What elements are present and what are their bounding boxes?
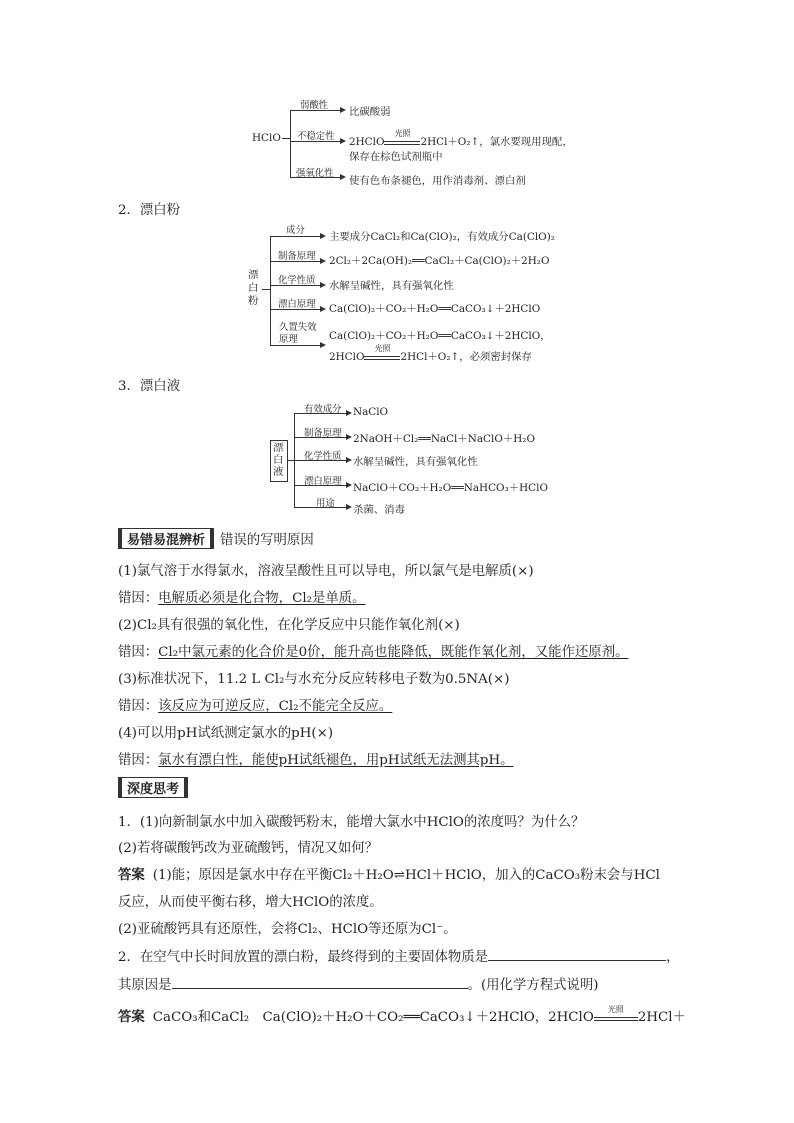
question-line: 1．(1)向新制氯水中加入碳酸钙粉末，能增大氯水中HClO的浓度吗？为什么？	[118, 815, 585, 830]
tree-branch-text: 水解呈碱性，具有强氧化性	[329, 280, 454, 292]
hclo-branch-text: 2HClO 光照 2HCl＋O₂↑，氯水要现用现配，	[349, 129, 573, 148]
yicuo-reason-line: 错因：氯水有漂白性，能使pH试纸褪色，用pH试纸无法测其pH。	[118, 753, 514, 768]
section-heading: 3．漂白液	[118, 379, 181, 394]
tree-branch-text: 水解呈碱性，具有强氧化性	[353, 456, 478, 468]
tree-branch-label: 用途	[316, 498, 335, 509]
tree-branch-label: 制备原理	[304, 428, 342, 439]
tree-branch-text: 2HClO 光照 2HCl＋O₂↑，必须密封保存	[329, 344, 532, 363]
answer-line: 答案 (1)能；原因是氯水中存在平衡Cl₂＋H₂O⇌HCl＋HClO，加入的CaCO₃粉末会与HCl	[118, 868, 660, 883]
tree-branch-text: NaClO＋CO₂＋H₂O══NaHCO₃＋HClO	[353, 482, 548, 494]
hclo-root: HClO	[252, 132, 281, 144]
hclo-branch-label: 不稳定性	[297, 131, 335, 142]
tree-branch-label: 化学性质	[278, 275, 316, 286]
hclo-branch-label: 弱酸性	[300, 100, 329, 111]
answer-line: 反应，从而使平衡右移，增大HClO的浓度。	[118, 895, 383, 910]
yicuo-question: (4)可以用pH试纸测定氯水的pH(×)	[118, 726, 334, 741]
tree-branch-text: 杀菌、消毒	[353, 504, 405, 516]
shendu-tag: 深度思考	[118, 777, 188, 798]
section-heading: 2．漂白粉	[118, 203, 181, 218]
yicuo-question: (3)标准状况下，11.2 L Cl₂与水充分反应转移电子数为0.5NA(×)	[118, 672, 510, 687]
yicuo-question: (1)氯气溶于水得氯水，溶液呈酸性且可以导电，所以氯气是电解质(×)	[118, 564, 534, 579]
hclo-branch-text: 比碳酸弱	[349, 106, 391, 118]
tree-branch-label: 漂白原理	[278, 299, 316, 310]
tree-branch-label: 漂白原理	[304, 476, 342, 487]
yicuo-tag: 易错易混辨析	[118, 528, 214, 549]
question-line: 其原因是 。(用化学方程式说明)	[118, 978, 599, 993]
yicuo-question: (2)Cl₂具有很强的氧化性，在化学反应中只能作氧化剂(×)	[118, 618, 460, 633]
tree-root: 漂白液	[273, 442, 284, 478]
yicuo-subtitle: 错误的写明原因	[220, 533, 314, 548]
yicuo-reason-line: 错因：电解质必须是化合物，Cl₂是单质。	[118, 591, 366, 606]
hclo-branch-text: 使有色布条褪色，用作消毒剂、漂白剂	[349, 175, 526, 187]
answer-line: (2)亚硫酸钙具有还原性，会将Cl₂、HClO等还原为Cl⁻。	[118, 922, 457, 937]
tree-root: 漂白粉	[248, 269, 259, 307]
tree-branch-label: 有效成分	[304, 404, 342, 415]
tree-branch-text: 主要成分CaCl₂和Ca(ClO)₂，有效成分Ca(ClO)₂	[329, 231, 555, 243]
tree-branch-label: 制备原理	[278, 251, 316, 262]
yicuo-reason-line: 错因：该反应为可逆反应，Cl₂不能完全反应。	[118, 699, 393, 714]
tree-branch-text: 2NaOH＋Cl₂══NaCl＋NaClO＋H₂O	[353, 433, 535, 445]
answer-line: 答案 CaCO₃和CaCl₂ Ca(ClO)₂＋H₂O＋CO₂══CaCO₃↓＋2HClO，2HClO 光照 2HCl＋	[118, 1005, 686, 1025]
tree-branch-text: Ca(ClO)₂＋CO₂＋H₂O══CaCO₃↓＋2HClO	[329, 303, 541, 315]
tree-branch-text: NaClO	[353, 406, 389, 418]
question-line: (2)若将碳酸钙改为亚硫酸钙，情况又如何？	[118, 841, 378, 856]
tree-branch-text: 2Cl₂＋2Ca(OH)₂══CaCl₂＋Ca(ClO)₂＋2H₂O	[329, 255, 550, 267]
hclo-branch-text: 保存在棕色试剂瓶中	[349, 151, 443, 163]
tree-branch-text: Ca(ClO)₂＋CO₂＋H₂O══CaCO₃↓＋2HClO，	[329, 330, 551, 342]
question-line: 2．在空气中长时间放置的漂白粉，最终得到的主要固体物质是 ，	[118, 950, 680, 965]
tree-branch-label: 久置失效原理	[279, 322, 317, 345]
tree-branch-label: 成分	[286, 225, 305, 236]
yicuo-reason-line: 错因：Cl₂中氯元素的化合价是0价，能升高也能降低，既能作氧化剂，又能作还原剂。	[118, 645, 629, 660]
hclo-branch-label: 强氧化性	[296, 168, 334, 179]
tree-branch-label: 化学性质	[304, 451, 342, 462]
